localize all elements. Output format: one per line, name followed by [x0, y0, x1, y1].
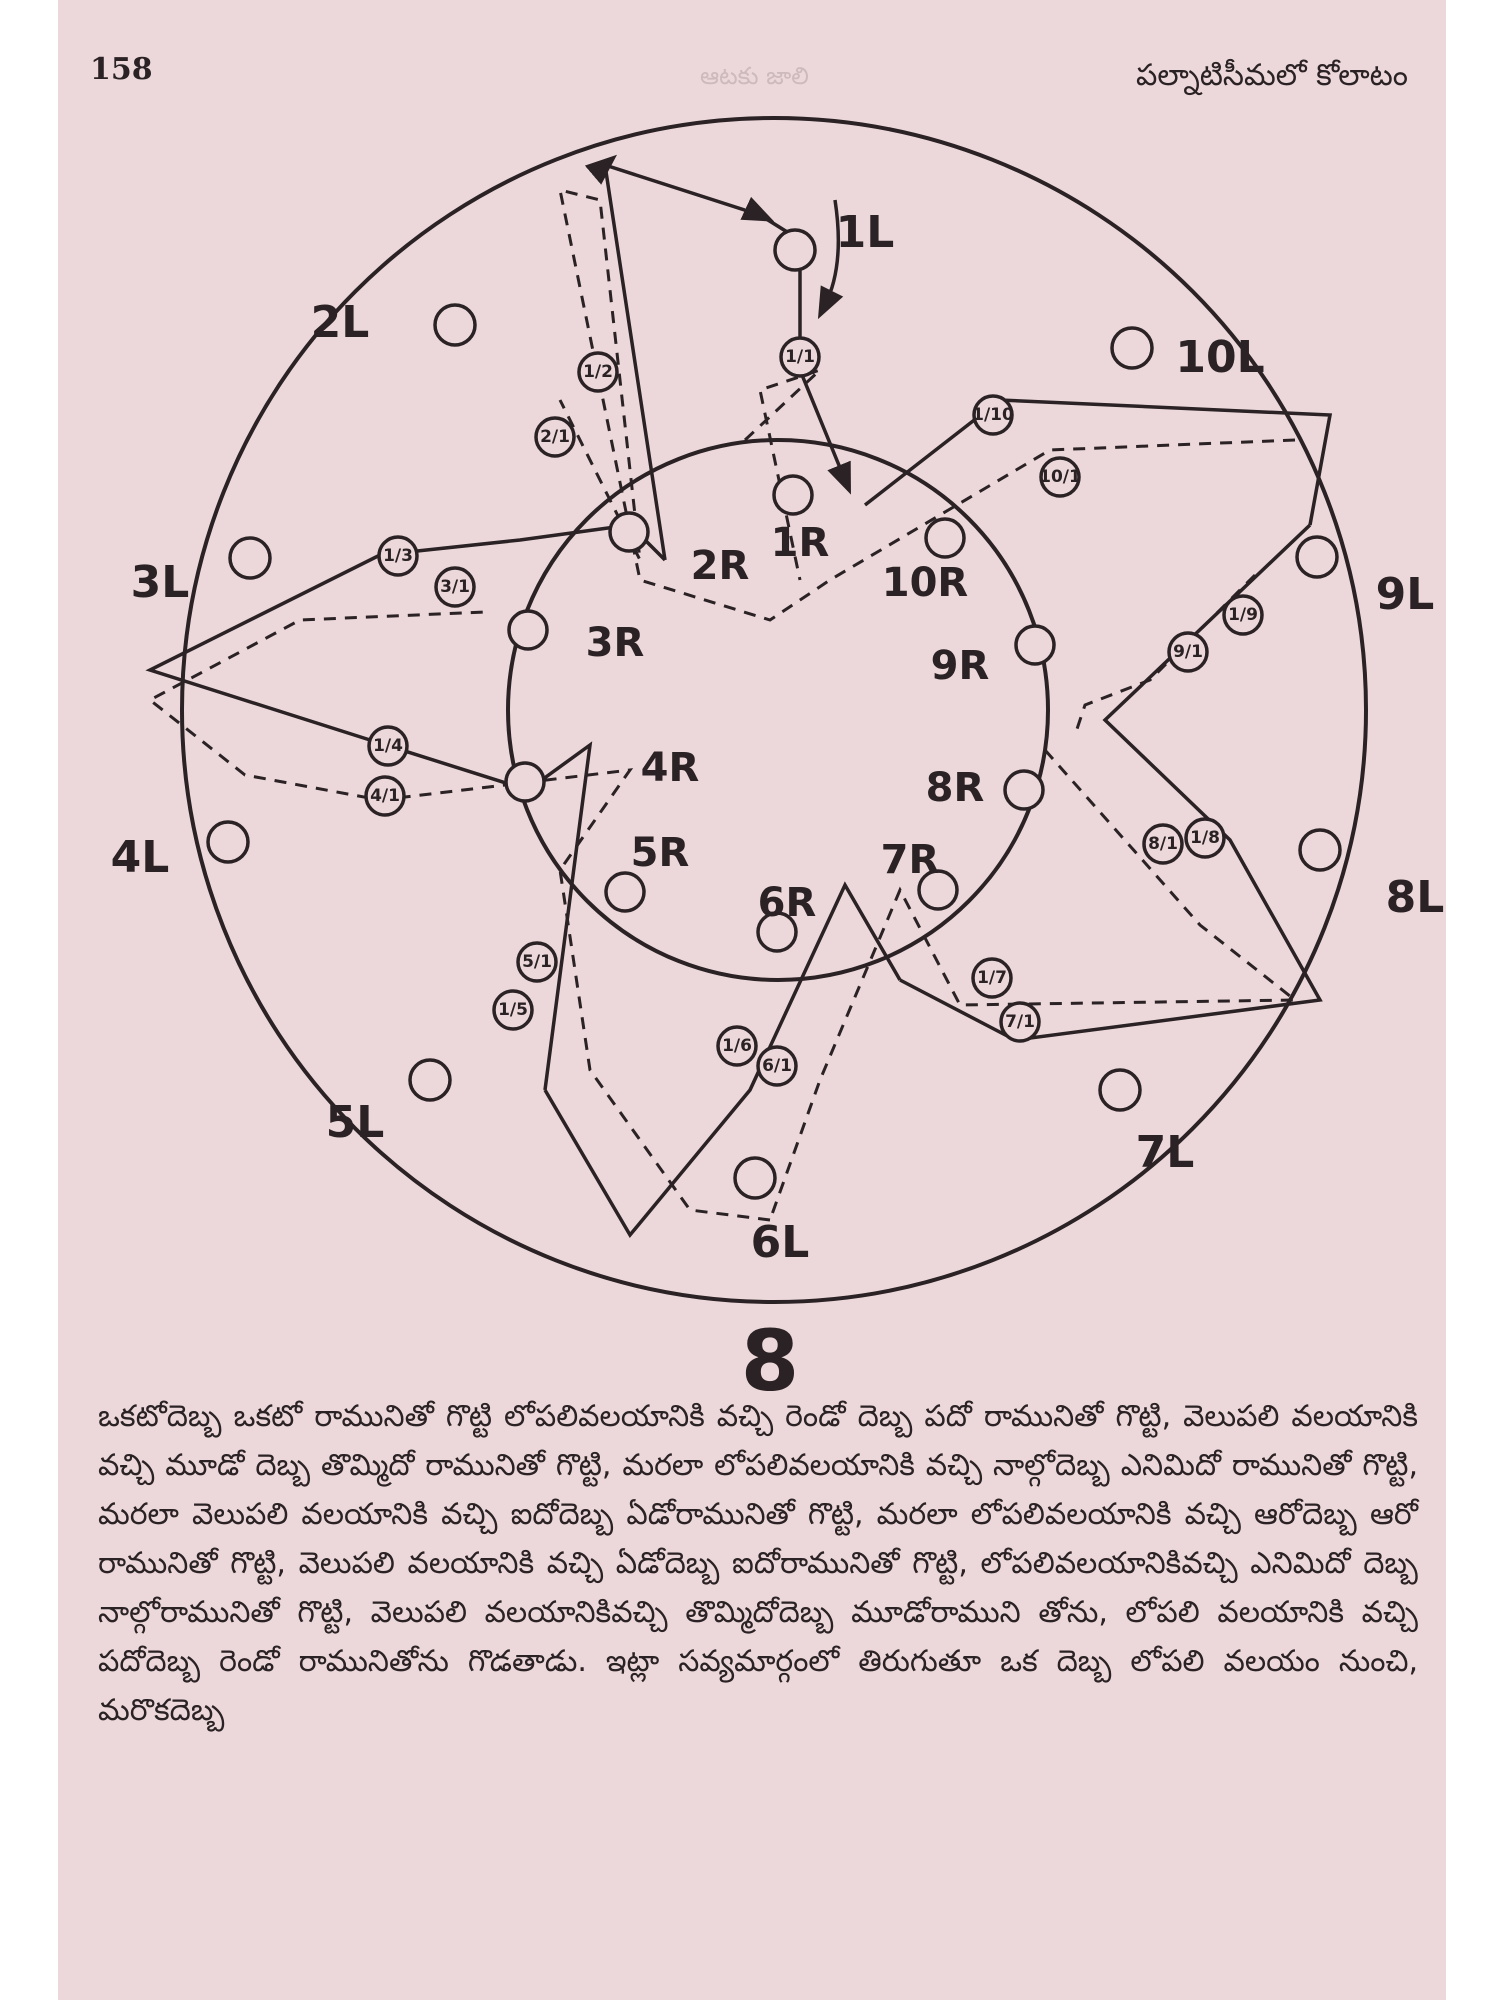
inner-position-4r: [506, 763, 544, 801]
marker-label-1-10: 1/10: [972, 405, 1014, 425]
inner-position-1r: [774, 476, 812, 514]
page-number: 158: [90, 52, 153, 87]
outer-position-9l: [1297, 537, 1337, 577]
inner-label-6r: 6R: [757, 880, 817, 926]
marker-label-2-1: 2/1: [540, 427, 570, 447]
inner-label-3r: 3R: [585, 620, 645, 666]
running-head: పల్నాటిసీమలో కోలాటం: [1136, 58, 1408, 93]
show-through-text: ఆటకు జాలి: [700, 62, 809, 90]
inner-label-10r: 10R: [881, 560, 969, 606]
marker-label-1-5: 1/5: [498, 1000, 528, 1020]
outer-label-7l: 7L: [1135, 1127, 1195, 1178]
outer-position-10l: [1112, 328, 1152, 368]
outer-label-8l: 8L: [1385, 872, 1445, 923]
figure-number: 8: [740, 1312, 800, 1410]
inner-position-9r: [1016, 626, 1054, 664]
marker-label-3-1: 3/1: [440, 577, 470, 597]
outer-label-3l: 3L: [130, 557, 190, 608]
marker-label-5-1: 5/1: [522, 952, 552, 972]
marker-label-1-4: 1/4: [373, 736, 403, 756]
marker-label-10-1: 10/1: [1039, 467, 1081, 487]
outer-label-6l: 6L: [750, 1217, 810, 1268]
inner-label-4r: 4R: [640, 745, 700, 791]
inner-label-1r: 1R: [770, 520, 830, 566]
outer-position-5l: [410, 1060, 450, 1100]
inner-position-5r: [606, 873, 644, 911]
inner-label-9r: 9R: [930, 643, 990, 689]
inner-label-7r: 7R: [880, 837, 940, 883]
marker-label-1-8: 1/8: [1190, 828, 1220, 848]
marker-label-1-7: 1/7: [977, 968, 1007, 988]
inner-label-5r: 5R: [630, 830, 690, 876]
marker-label-1-9: 1/9: [1228, 605, 1258, 625]
outer-position-8l: [1300, 830, 1340, 870]
paragraph-text: ఒకటోదెబ్బ ఒకటో రామునితో గొట్టి లోపలివలయానికి వచ్చి రెండో దెబ్బ పదో రామునితో గొట్టి, వెలుపలి వలయానికి వచ్చి మూడో దెబ్బ తొమ్మిదో రామునితో గొట్టి, మరలా లోపలివలయానికి వచ్చి నాల్గోదెబ్బ ఎనిమిదో రామునితో గొట్టి, మరలా వెలుపలి వలయానికి వచ్చి ఐదోదెబ్బ ఏడోరామునితో గొట్టి, మరలా లోపలివలయానికి వచ్చి ఆరోదెబ్బ ఆరో రామునితో గొట్టి, వెలుపలి వలయానికి వచ్చి ఏడోదెబ్బ ఐదోరామునితో గొట్టి, లోపలివలయానికివచ్చి ఎనిమిదో దెబ్బ నాల్గోరామునితో గొట్టి, వెలుపలి వలయానికివచ్చి తొమ్మిదోదెబ్బ మూడోరాముని తోను, లోపలి వలయానికి వచ్చి పదోదెబ్బ రెండో రామునితోను గొడతాడు. ఇట్లా సవ్యమార్గంలో తిరుగుతూ ఒక దెబ్బ లోపలి వలయం నుంచి, మరొకదెబ్బ: [98, 1399, 1418, 1728]
inner-position-3r: [509, 611, 547, 649]
outer-position-2l: [435, 305, 475, 345]
outer-label-4l: 4L: [110, 832, 170, 883]
inner-position-8r: [1005, 771, 1043, 809]
outer-position-1l: [775, 230, 815, 270]
inner-label-8r: 8R: [925, 765, 985, 811]
inner-position-10r: [926, 519, 964, 557]
outer-position-3l: [230, 538, 270, 578]
marker-label-9-1: 9/1: [1173, 642, 1203, 662]
marker-label-1-1: 1/1: [785, 347, 815, 367]
marker-label-6-1: 6/1: [762, 1056, 792, 1076]
inner-label-2r: 2R: [690, 543, 750, 589]
marker-label-1-6: 1/6: [722, 1036, 752, 1056]
outer-label-9l: 9L: [1375, 569, 1435, 620]
marker-label-1-2: 1/2: [583, 362, 613, 382]
marker-label-7-1: 7/1: [1005, 1012, 1035, 1032]
outer-label-2l: 2L: [310, 297, 370, 348]
outer-label-10l: 10L: [1175, 332, 1265, 383]
marker-label-1-3: 1/3: [383, 546, 413, 566]
marker-label-4-1: 4/1: [370, 786, 400, 806]
outer-label-5l: 5L: [325, 1097, 385, 1148]
outer-position-4l: [208, 822, 248, 862]
body-paragraph: [98, 1392, 1418, 1735]
outer-position-7l: [1100, 1070, 1140, 1110]
inner-position-2r: [610, 513, 648, 551]
outer-label-1l: 1L: [835, 207, 895, 258]
marker-label-8-1: 8/1: [1148, 834, 1178, 854]
outer-position-6l: [735, 1158, 775, 1198]
